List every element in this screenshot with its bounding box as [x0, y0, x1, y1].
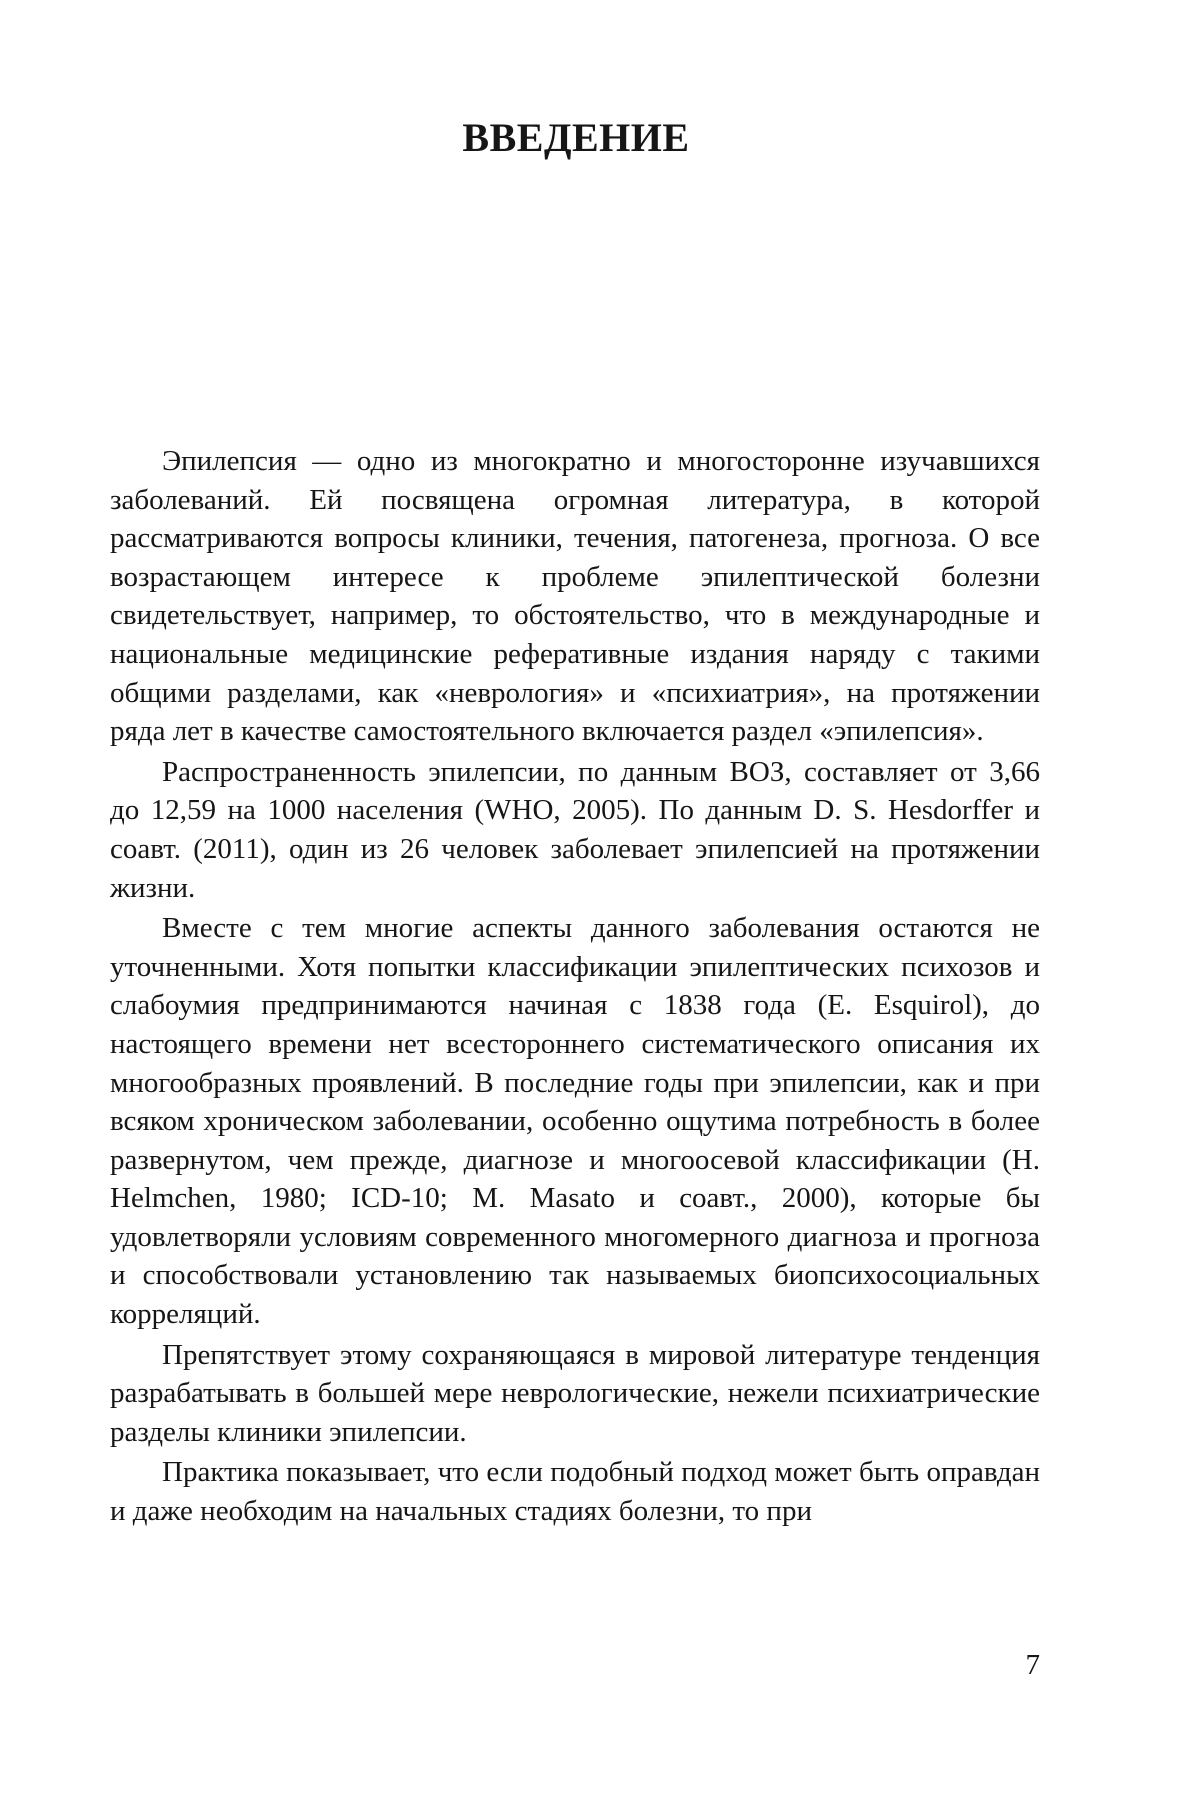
- paragraph: Вместе с тем многие аспекты данного заболевания остаются не уточненными. Хотя попытки классификации эпилептических психозов и слабоумия предпринимаются начиная с 1838 года (E. Esquirol), до настоящего времени нет всестороннего систематического описания их многообразных проявлений. В последние годы при эпилепсии, как и при всяком хроническом заболевании, особенно ощутима потребность в более развернутом, чем прежде, диагнозе и многоосевой классификации (H. Helmchen, 1980; ICD-10; M. Masato и соавт., 2000), которые бы удовлетворяли условиям современного многомерного диагноза и прогноза и способствовали установлению так называемых биопсихосоциальных корреляций.: [110, 912, 1040, 1331]
- body-text: [110, 442, 1040, 1533]
- paragraph: Практика показывает, что если подобный подход может быть оправдан и даже необходим на начальных стадиях болезни, то при: [110, 1456, 1040, 1528]
- paragraph: Распространенность эпилепсии, по данным ВОЗ, составляет от 3,66 до 12,59 на 1000 населения (WHO, 2005). По данным D. S. Hesdorffer и соавт. (2011), один из 26 человек заболевает эпилепсией на протяжении жизни.: [110, 755, 1040, 904]
- chapter-title: ВВЕДЕНИЕ: [462, 115, 690, 160]
- paragraph: Эпилепсия — одно из многократно и многосторонне изучавшихся заболеваний. Ей посвящена огромная литература, в которой рассматриваются вопросы клиники, течения, патогенеза, прогноза. О все возрастающем интересе к проблеме эпилептической болезни свидетельствует, например, то обстоятельство, что в международные и национальные медицинские реферативные издания наряду с такими общими разделами, как «неврология» и «психиатрия», на протяжении ряда лет в качестве самостоятельного включается раздел «эпилепсия».: [110, 445, 1040, 748]
- page-number: 7: [1025, 1649, 1040, 1681]
- paragraph: Препятствует этому сохраняющаяся в мировой литературе тенденция разрабатывать в большей мере неврологические, нежели психиатрические разделы клиники эпилепсии.: [110, 1338, 1040, 1448]
